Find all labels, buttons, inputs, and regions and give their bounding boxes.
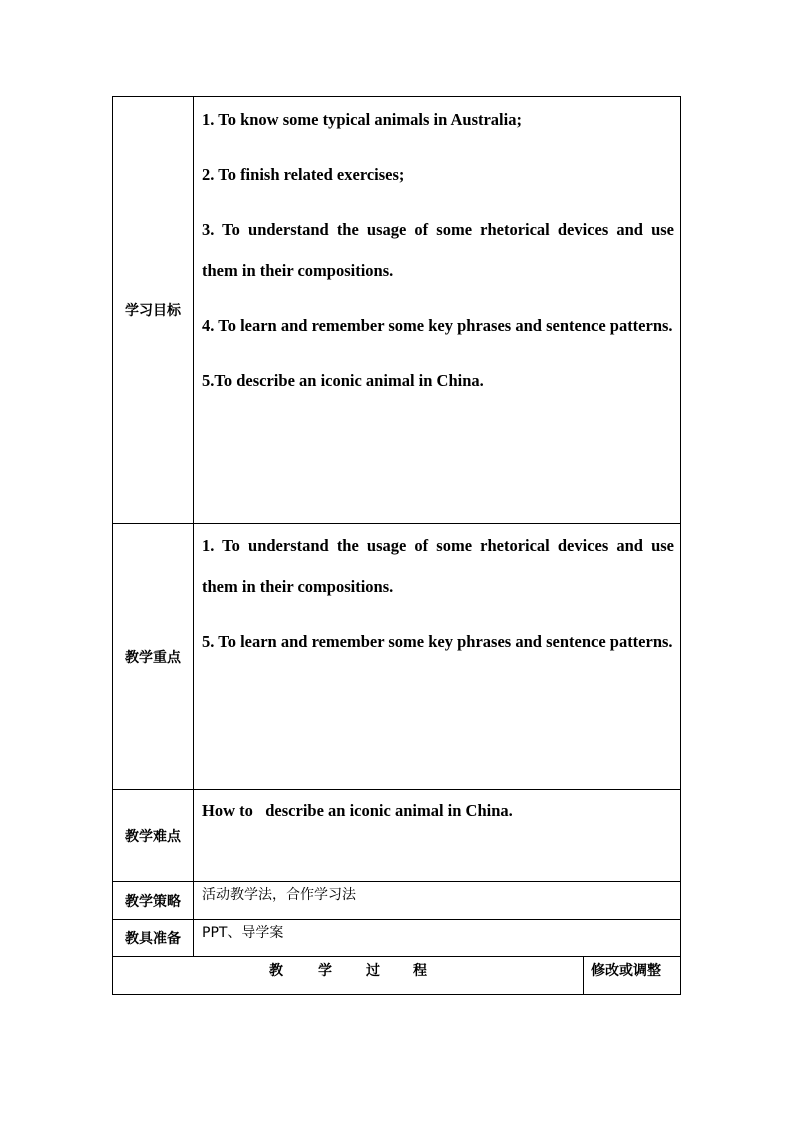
process-header-row: [113, 957, 680, 994]
objective-item: 3. To understand the usage of some rhetorical devices and use them in their compositions.: [202, 220, 674, 280]
objective-item: 1. To know some typical animals in Australia;: [202, 110, 522, 129]
materials-label: 教具准备: [113, 920, 194, 956]
objective-item: 2. To finish related exercises;: [202, 165, 405, 184]
process-char: 学: [318, 963, 332, 979]
adjustment-column-label: 修改或调整: [591, 963, 661, 979]
strategies-row: [113, 882, 680, 920]
objectives-row: [113, 97, 680, 524]
objective-item: 5.To describe an iconic animal in China.: [202, 371, 484, 390]
difficulties-content: [194, 790, 680, 881]
difficulties-label: 教学难点: [113, 790, 194, 881]
materials-text: PPT、导学案: [202, 925, 284, 941]
key-points-row: [113, 524, 680, 790]
key-points-label: 教学重点: [113, 524, 194, 789]
lesson-plan-table: [112, 96, 681, 995]
key-point-item: 5. To learn and remember some key phrases and sentence patterns.: [202, 632, 673, 651]
objectives-label: 学习目标: [113, 97, 194, 523]
teaching-process-heading: [113, 957, 584, 994]
strategies-label: 教学策略: [113, 882, 194, 919]
difficulties-row: [113, 790, 680, 882]
key-point-item: 1. To understand the usage of some rhetorical devices and use them in their compositions.: [202, 536, 674, 596]
process-char: 过: [366, 963, 380, 979]
objective-item: 4. To learn and remember some key phrases and sentence patterns.: [202, 316, 673, 335]
difficulty-text: How to describe an iconic animal in China.: [202, 801, 513, 820]
strategies-text: 活动教学法，合作学习法: [202, 887, 356, 903]
process-char: 教: [269, 963, 283, 979]
materials-row: [113, 920, 680, 957]
objectives-content: [194, 97, 680, 523]
process-char: 程: [413, 963, 427, 979]
key-points-content: [194, 524, 680, 789]
